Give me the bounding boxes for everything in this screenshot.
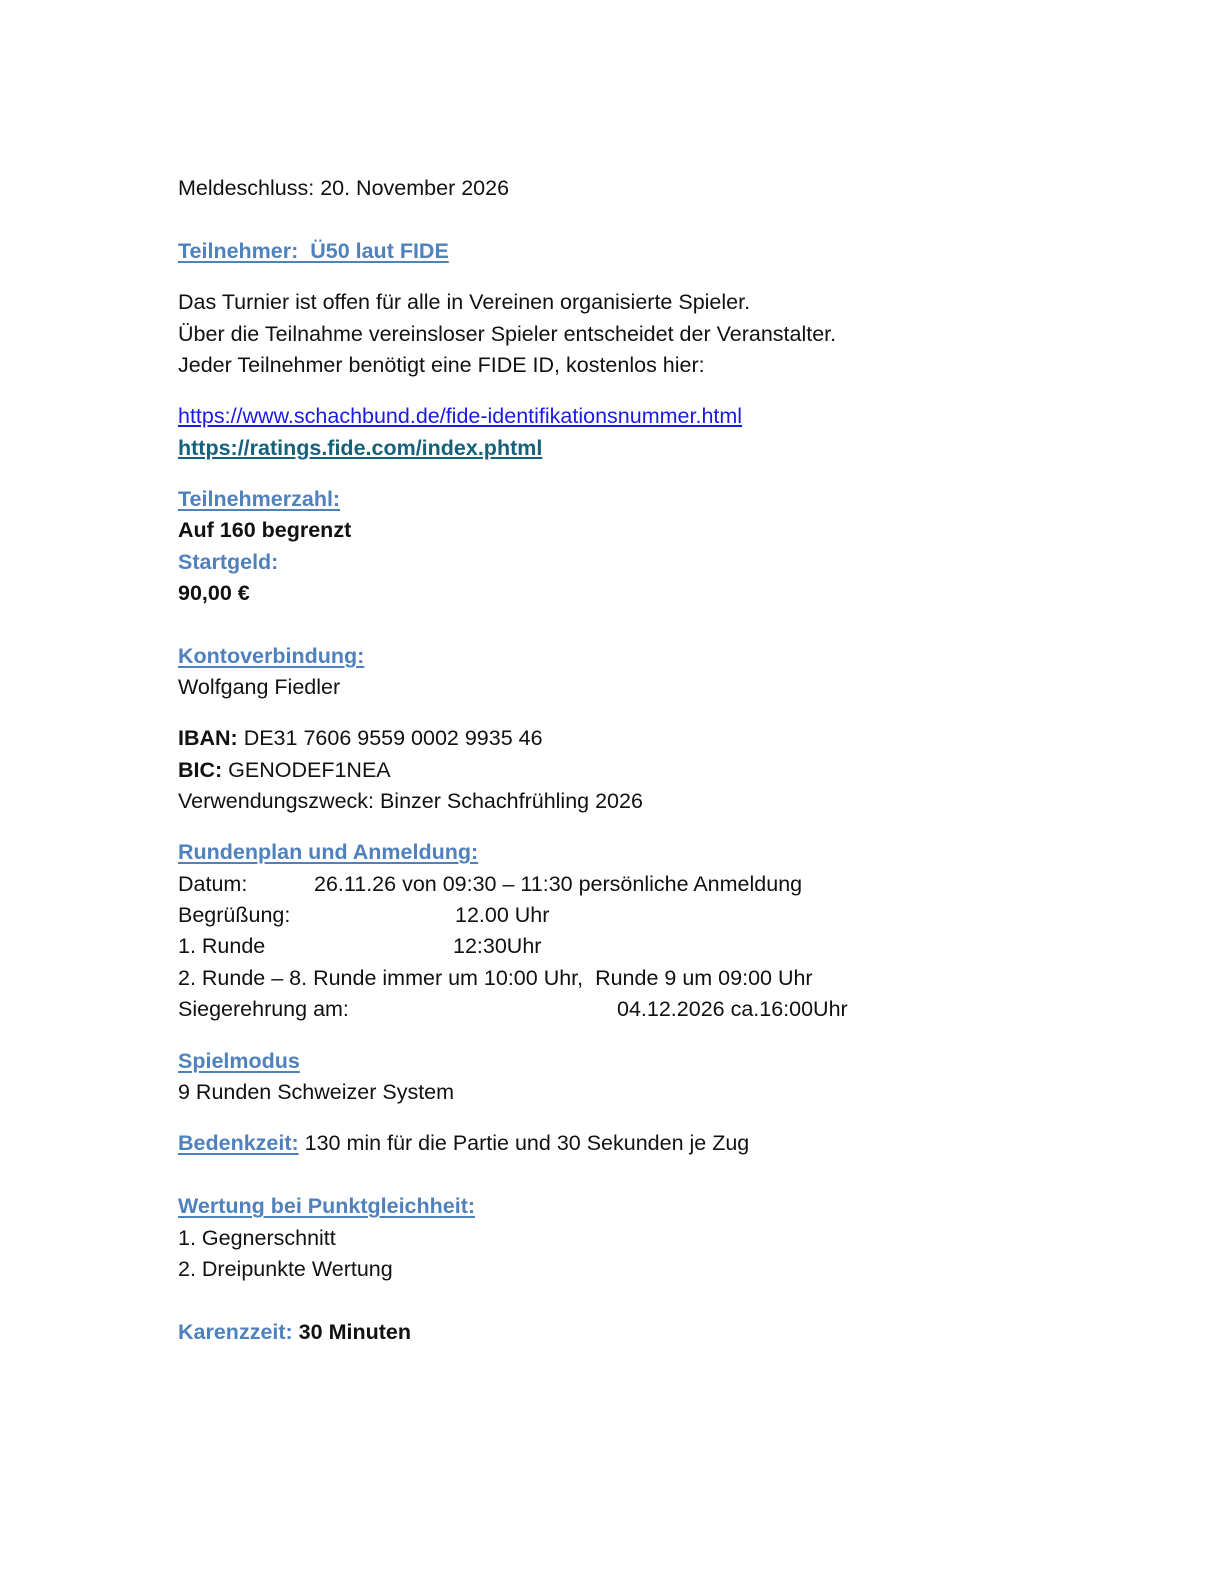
teilnehmer-line: Über die Teilnahme vereinsloser Spieler entscheidet der Veranstalter. [178, 322, 837, 346]
runde1-value: 12:30Uhr [453, 934, 542, 958]
runden-line: 2. Runde – 8. Runde immer um 10:00 Uhr, Runde 9 um 09:00 Uhr [178, 966, 813, 990]
siegerehrung-label: Siegerehrung am: [178, 997, 349, 1021]
spielmodus-heading: Spielmodus [178, 1049, 300, 1073]
fide-ratings-link[interactable]: https://ratings.fide.com/index.phtml [178, 436, 543, 460]
bedenkzeit-line [178, 1130, 749, 1156]
teilnehmer-heading: Teilnehmer: Ü50 laut FIDE [178, 239, 449, 263]
startgeld-heading: Startgeld: [178, 550, 279, 574]
runde1-label: 1. Runde [178, 934, 266, 958]
bedenkzeit-heading: Bedenkzeit: [178, 1131, 299, 1155]
wertung-item: 1. Gegnerschnitt [178, 1226, 336, 1250]
schachbund-link[interactable]: https://www.schachbund.de/fide-identifikationsnummer.html [178, 404, 743, 428]
wertung-item: 2. Dreipunkte Wertung [178, 1257, 393, 1281]
teilnehmer-line: Jeder Teilnehmer benötigt eine FIDE ID, kostenlos hier: [178, 353, 705, 377]
startgeld-value: 90,00 € [178, 581, 250, 605]
bedenkzeit-value: 130 min für die Partie und 30 Sekunden je Zug [298, 1131, 750, 1155]
teilnehmer-line: Das Turnier ist offen für alle in Vereinen organisierte Spieler. [178, 290, 751, 314]
teilnehmerzahl-heading: Teilnehmerzahl: [178, 487, 341, 511]
bic-label: BIC: [178, 758, 223, 782]
siegerehrung-value: 04.12.2026 ca.16:00Uhr [617, 997, 848, 1021]
konto-name: Wolfgang Fiedler [178, 675, 341, 699]
spielmodus-value: 9 Runden Schweizer System [178, 1080, 455, 1104]
iban-line [178, 725, 543, 751]
datum-value: 26.11.26 von 09:30 – 11:30 persönliche Anmeldung [314, 872, 803, 896]
verwendungszweck: Verwendungszweck: Binzer Schachfrühling 2026 [178, 789, 643, 813]
rundenplan-heading: Rundenplan und Anmeldung: [178, 840, 479, 864]
teilnehmerzahl-value: Auf 160 begrenzt [178, 518, 352, 542]
begruessung-value: 12.00 Uhr [455, 903, 550, 927]
meldeschluss: Meldeschluss: 20. November 2026 [178, 176, 510, 200]
bic-line [178, 757, 391, 783]
bic-value: GENODEF1NEA [222, 758, 391, 782]
konto-heading: Kontoverbindung: [178, 644, 365, 668]
iban-value: DE31 7606 9559 0002 9935 46 [237, 726, 543, 750]
begruessung-label: Begrüßung: [178, 903, 291, 927]
wertung-heading: Wertung bei Punktgleichheit: [178, 1194, 476, 1218]
karenzzeit-heading: Karenzzeit: [178, 1320, 293, 1344]
iban-label: IBAN: [178, 726, 238, 750]
karenzzeit-value: 30 Minuten [292, 1320, 411, 1344]
datum-label: Datum: [178, 872, 248, 896]
karenzzeit-line [178, 1319, 411, 1345]
